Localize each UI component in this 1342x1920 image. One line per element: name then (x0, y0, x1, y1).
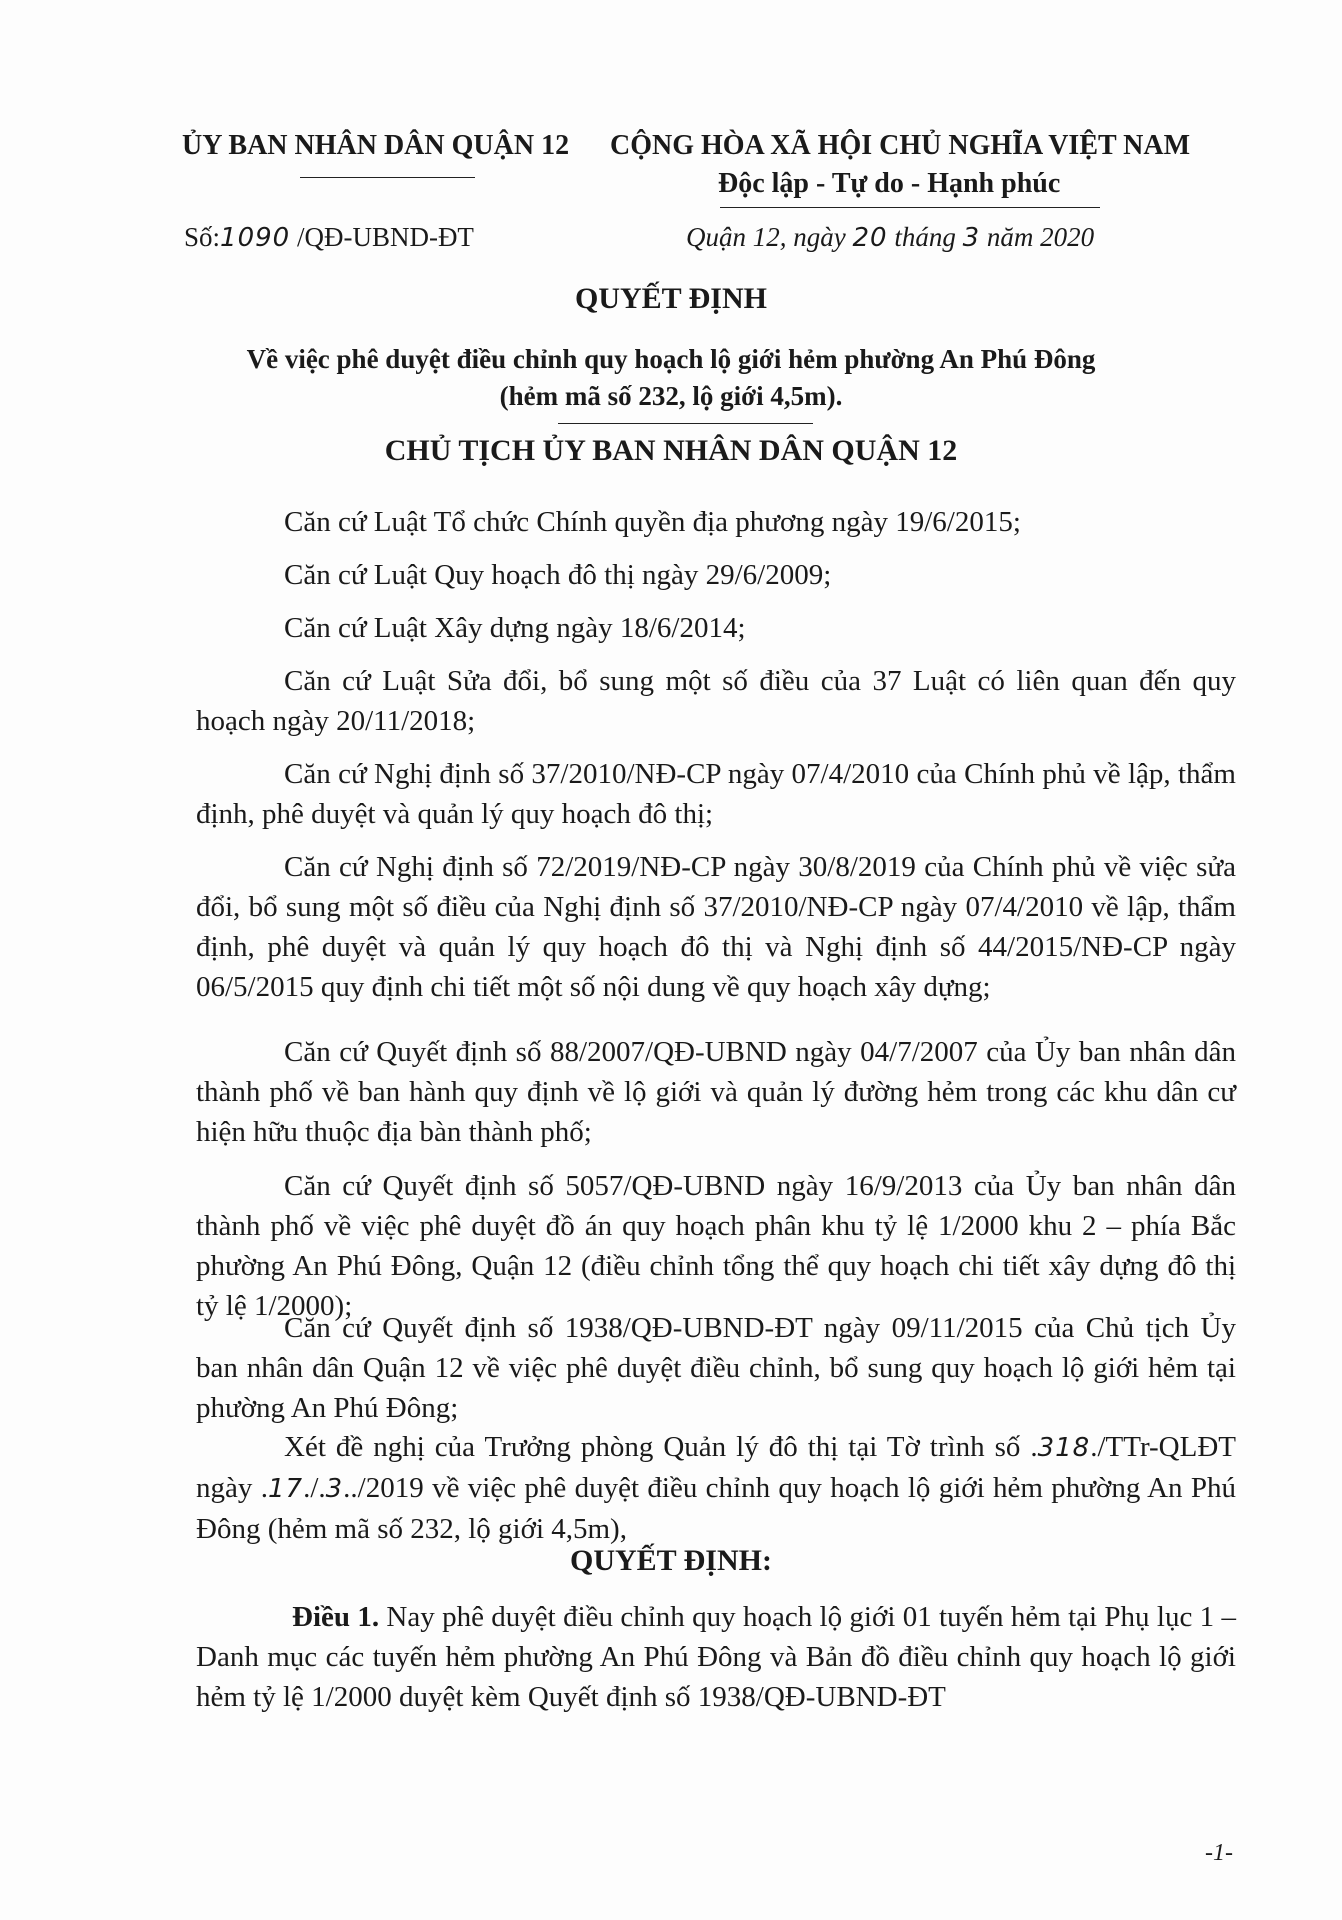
number-suffix: /QĐ-UBND-ĐT (296, 222, 474, 252)
basis-text: Căn cứ Nghị định số 37/2010/NĐ-CP ngày 07/4/2010 của Chính phủ về lập, thẩm định, phê duyệt và quản lý quy hoạch đô thị; (196, 758, 1236, 830)
document-number (184, 222, 474, 253)
basis-paragraph (196, 661, 1236, 741)
proposal-paragraph (196, 1427, 1236, 1549)
basis-paragraph (196, 1032, 1236, 1152)
subject-line-2: (hẻm mã số 232, lộ giới 4,5m). (499, 381, 843, 411)
basis-paragraph (196, 1166, 1236, 1326)
basis-text: Căn cứ Quyết định số 1938/QĐ-UBND-ĐT ngày 09/11/2015 của Chủ tịch Ủy ban nhân dân Quận 12 về việc phê duyệt điều chỉnh, bổ sung quy hoạch lộ giới hẻm tại phường An Phú Đông; (196, 1312, 1236, 1424)
article-1 (196, 1597, 1236, 1717)
basis-text: Căn cứ Nghị định số 72/2019/NĐ-CP ngày 30/8/2019 của Chính phủ về việc sửa đổi, bổ sung một số điều của Nghị định số 37/2010/NĐ-CP ngày 07/4/2010 về lập, thẩm định, phê duyệt và quản lý quy hoạch đô thị và Nghị định số 44/2015/NĐ-CP ngày 06/5/2015 quy định chi tiết một số nội dung về quy hoạch xây dựng; (196, 851, 1236, 1003)
article-text: Nay phê duyệt điều chỉnh quy hoạch lộ giới 01 tuyến hẻm tại Phụ lục 1 – Danh mục các tuyến hẻm phường An Phú Đông và Bản đồ điều chỉnh quy hoạch lộ giới hẻm tỷ lệ 1/2000 duyệt kèm Quyết định số 1938/QĐ-UBND-ĐT (196, 1601, 1237, 1713)
national-title: CỘNG HÒA XÃ HỘI CHỦ NGHĨA VIỆT NAM (610, 130, 1191, 161)
year-label: năm 2020 (980, 222, 1095, 252)
proposal-part: Xét đề nghị của Trưởng phòng Quản lý đô thị tại Tờ trình số . (284, 1431, 1038, 1463)
place-and-date (686, 222, 1094, 253)
date-prefix: Quận 12, ngày (686, 222, 853, 252)
national-motto: Độc lập - Tự do - Hạnh phúc (718, 168, 1061, 199)
month-label: tháng (887, 222, 963, 252)
basis-paragraph (196, 502, 1236, 542)
basis-text: Căn cứ Luật Xây dựng ngày 18/6/2014; (284, 612, 746, 644)
basis-text: Căn cứ Luật Tổ chức Chính quyền địa phương ngày 19/6/2015; (284, 506, 1021, 538)
issuing-agency: ỦY BAN NHÂN DÂN QUẬN 12 (182, 130, 570, 161)
motto-underline (720, 207, 1100, 208)
proposal-part: ./. (303, 1472, 326, 1504)
basis-paragraph (196, 555, 1236, 595)
number-prefix: Số: (184, 222, 221, 252)
article-label: Điều 1. (292, 1601, 380, 1633)
handwritten-submission-number: 318 (1037, 1433, 1091, 1463)
basis-text: Căn cứ Quyết định số 5057/QĐ-UBND ngày 16/9/2013 của Ủy ban nhân dân thành phố về việc phê duyệt đồ án quy hoạch phân khu tỷ lệ 1/2000 khu 2 – phía Bắc phường An Phú Đông, Quận 12 (điều chỉnh tổng thể quy hoạch chi tiết xây dựng đô thị tỷ lệ 1/2000); (196, 1170, 1236, 1322)
handwritten-day: 20 (852, 223, 888, 253)
basis-text: Căn cứ Quyết định số 88/2007/QĐ-UBND ngày 04/7/2007 của Ủy ban nhân dân thành phố về ban hành quy định về lộ giới và quản lý đường hẻm trong các khu dân cư hiện hữu thuộc địa bàn thành phố; (196, 1036, 1236, 1148)
handwritten-submission-day: 17 (267, 1474, 304, 1504)
basis-text: Căn cứ Luật Sửa đổi, bổ sung một số điều của 37 Luật có liên quan đến quy hoạch ngày 20/11/2018; (196, 665, 1236, 737)
document-title: QUYẾT ĐỊNH (575, 282, 767, 315)
decision-heading: QUYẾT ĐỊNH: (570, 1544, 772, 1577)
handwritten-submission-month: 3 (325, 1474, 344, 1504)
basis-paragraph (196, 1308, 1236, 1428)
page-number: -1- (1205, 1840, 1233, 1866)
basis-paragraph (196, 847, 1236, 1007)
subject-line-1: Về việc phê duyệt điều chỉnh quy hoạch lộ giới hẻm phường An Phú Đông (246, 344, 1096, 374)
basis-text: Căn cứ Luật Quy hoạch đô thị ngày 29/6/2009; (284, 559, 832, 591)
handwritten-month: 3 (962, 223, 981, 253)
handwritten-number: 1090 (220, 223, 291, 253)
agency-underline (300, 177, 475, 178)
basis-paragraph (196, 754, 1236, 834)
proposal-text (196, 1427, 1236, 1549)
proposal-part: ../2019 về việc phê duyệt điều chỉnh quy hoạch lộ giới hẻm phường An Phú Đông (hẻm mã số 232, lộ giới 4,5m), (196, 1472, 1237, 1545)
issuer-title: CHỦ TỊCH ỦY BAN NHÂN DÂN QUẬN 12 (384, 434, 958, 467)
proposal-part: ./TTr-QLĐT ngày . (196, 1431, 1236, 1504)
subject-underline (558, 423, 813, 424)
basis-paragraph (196, 608, 1236, 648)
